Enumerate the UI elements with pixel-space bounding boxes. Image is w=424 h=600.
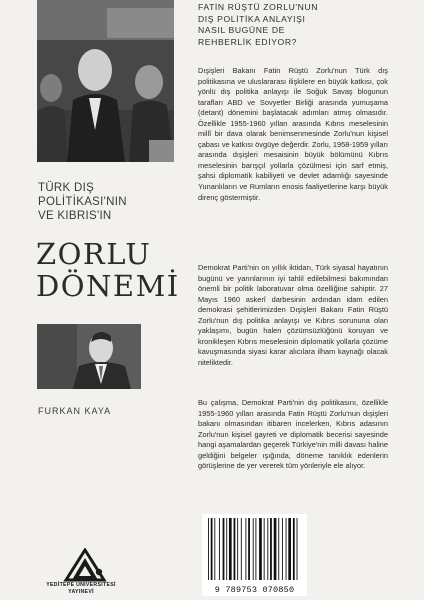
historic-photo: [37, 0, 174, 162]
barcode-bar: [241, 518, 242, 580]
barcode-bar: [234, 518, 236, 580]
publisher-name: [36, 582, 126, 596]
isbn-number: 9 789753 070850: [214, 585, 295, 595]
blurb-paragraph-2: Demokrat Parti'nin on yıllık iktidarı, Türk siyasal hayatının bugünü ve yarınlarının iyi tahlil edilebilmesi bakımından önemli bir politik laboratuvar olma özelliğine sahiptir. 27 Mayıs 1960 askerî darbesinin ardından idam edilen demokrasi şehitlerimizden Dışişleri Bakanı Fatin Rüştü Zorlu'nun dış politika anlayışı ve Kıbrıs sorununa olan yaklaşımı, bugün halen çözümsüzlüğünü koruyan ve kronikleşen Kıbrıs meselesinin diplomatik yollarla çözüme kavuşmasında siyasi karar alıcılara ilham kaynağı olacak niteliktedir.: [198, 263, 388, 367]
barcode-bar: [237, 518, 238, 580]
subtitle-line: POLİTİKASI'NIN: [38, 196, 127, 208]
barcode-bar: [245, 518, 246, 580]
barcode-bar: [255, 518, 256, 580]
barcode-bar: [248, 518, 250, 580]
blurb-paragraph-1: Dışişleri Bakanı Fatin Rüştü Zorlu'nun Türk dış politikasına ve uluslararası ilişkilere en büyük katkısı, çok yönlü dış politika anlayışı ile Soğuk Savaş blogunun tarafları ABD ve Sovyetler Birliği arasında yumuşama (detant) dönemini başlatacak adımları atmış olmasıdır. Özellikle 1955-1960 yılları arasında Kıbrıs meselesinin millî bir dava olarak benimsenmesinde Zorlu'nun kişisel çabası ve katkısı övgüye değerdir. Zorlu, 1958-1959 yılları arasında dışişleri mesaisinin büyük bölümünü Kıbrıs meselesinin barışçıl yollarla çözülmesi için sarf etmiş, şahsi diplomatik kabiliyeti ve devlet adamlığı sayesinde Yunanlıların ve Rumların enosis faaliyetlerine karşı büyük direnç göstermiştir.: [198, 66, 388, 202]
barcode-bar: [286, 518, 287, 580]
barcode-bar: [282, 518, 283, 580]
subtitle-line: VE KIBRIS'IN: [38, 210, 112, 222]
barcode-bar: [274, 518, 277, 580]
question-line: NASIL BUGÜNE DE: [198, 25, 285, 35]
barcode-bar: [288, 518, 291, 580]
barcode-bar: [219, 518, 220, 580]
barcode-bar: [229, 518, 232, 580]
barcode-bar: [214, 518, 215, 580]
question-line: FATİN RÜŞTÜ ZORLU'NUN: [198, 2, 319, 12]
author-name: FURKAN KAYA: [38, 406, 112, 416]
title-line: DÖNEMİ: [36, 269, 180, 303]
isbn-barcode: [202, 514, 307, 596]
barcode-bar: [270, 518, 272, 580]
subtitle-line: TÜRK DIŞ: [38, 182, 95, 194]
title-line: ZORLU: [36, 237, 152, 271]
publisher-line: YAYINEVİ: [68, 589, 94, 595]
barcode-bar: [253, 518, 254, 580]
barcode-bar: [267, 518, 268, 580]
author-photo: [37, 324, 141, 389]
barcode-bar: [264, 518, 265, 580]
publisher-line: YEDİTEPE ÜNİVERSİTESİ: [46, 582, 116, 588]
barcode-bar: [208, 518, 209, 580]
barcode-bar: [259, 518, 262, 580]
barcode-bar: [211, 518, 213, 580]
barcode-bar: [223, 518, 225, 580]
question-line: DIŞ POLİTİKA ANLAYIŞI: [198, 13, 306, 24]
barcode-bar: [226, 518, 227, 580]
cover-question: [198, 2, 388, 48]
barcode-bar: [278, 518, 279, 580]
barcode-bar: [293, 518, 295, 580]
question-line: REHBERLİK EDİYOR?: [198, 36, 298, 47]
blurb-paragraph-3: Bu çalışma, Demokrat Parti'nin dış politikasını, özellikle 1955-1960 yılları arasında Fatin Rüştü Zorlu'nun dışişleri bakanı olmasından itibaren incelerken, Kıbrıs adasının Zorlu'nun kişisel gayreti ve diplomatik becerisi sayesinde hangi aşamalardan geçerek Türkiye'nin milli davası haline geldiğini belgeler ışığında, döneme tanıklık edenlerin görüşlerine de yer vererek tüm yönleriyle ele alıyor.: [198, 398, 388, 471]
book-title: [36, 238, 186, 302]
barcode-bar: [297, 518, 298, 580]
book-subtitle: [38, 181, 178, 223]
